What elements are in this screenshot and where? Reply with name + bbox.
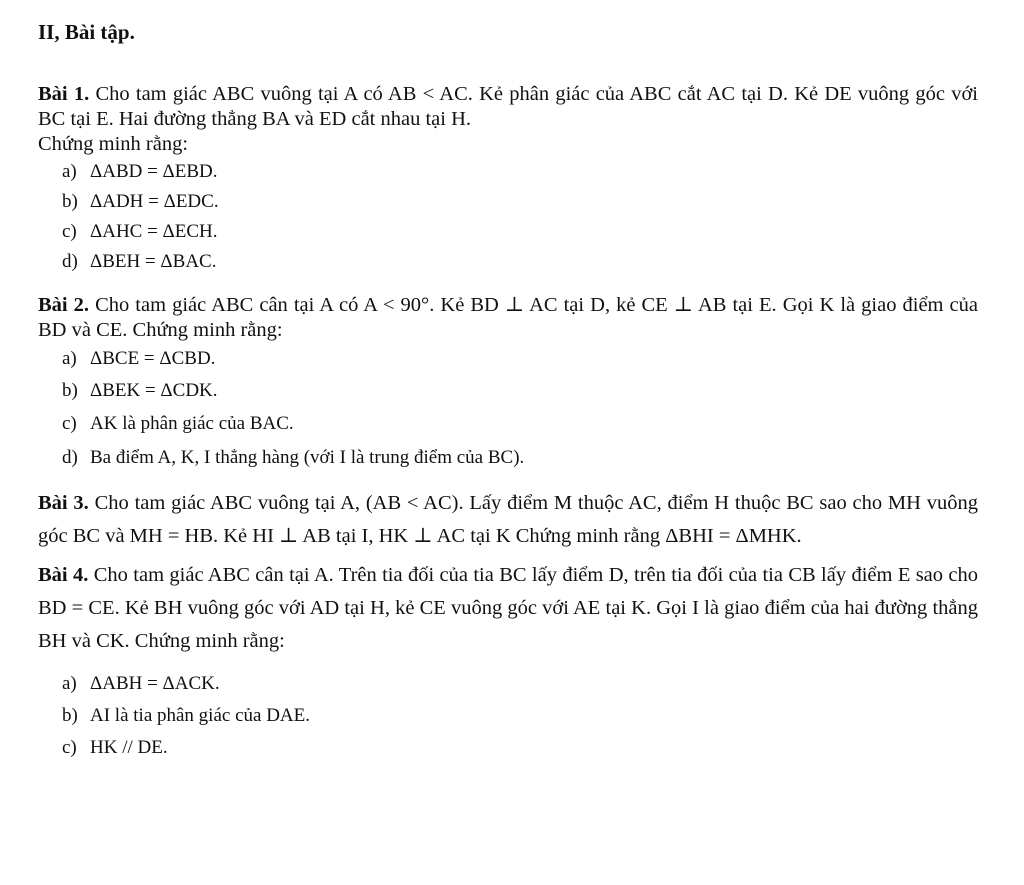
problem-2-items	[38, 343, 978, 475]
problem-2	[38, 293, 978, 475]
problem-4-text: Cho tam giác ABC cân tại A. Trên tia đối của tia BC lấy điểm D, trên tia đối của tia CB lấy điểm E sao cho BD = CE. Kẻ BH vuông góc với AD tại H, kẻ CE vuông góc với AE tại K. Gọi I là giao điểm của hai đường thẳng BH và CK. Chứng minh rằng:	[38, 564, 979, 652]
problem-2-statement	[38, 293, 978, 343]
problem-3-statement	[38, 487, 978, 553]
problem-3-text: Cho tam giác ABC vuông tại A, (AB < AC). Lấy điểm M thuộc AC, điểm H thuộc BC sao cho MH vuông góc BC và MH = HB. Kẻ HI ⊥ AB tại I, HK ⊥ AC tại K Chứng minh rằng ΔBHI = ΔMHK.	[38, 492, 979, 547]
problem-1-items	[38, 157, 978, 277]
worksheet-page	[38, 18, 978, 764]
problem-4-items	[38, 668, 978, 764]
problem-4	[38, 559, 978, 764]
problem-1	[38, 82, 978, 277]
problem-1-lead: Chứng minh rằng:	[38, 133, 189, 155]
problem-4-statement	[38, 559, 978, 658]
problem-2-item-a: a) ΔBCE = ΔCBD.	[62, 348, 216, 369]
problem-4-item-b: b) AI là tia phân giác của DAE.	[62, 705, 310, 726]
section-heading: II, Bài tập.	[38, 20, 135, 44]
problem-2-label: Bài 2.	[38, 294, 90, 316]
problem-4-item-c: c) HK // DE.	[62, 737, 168, 758]
problem-1-item-c: c) ΔAHC = ΔECH.	[62, 221, 218, 242]
problem-3-label: Bài 3.	[38, 492, 89, 514]
problem-4-label: Bài 4.	[38, 564, 89, 586]
problem-2-item-c: c) AK là phân giác của BAC.	[62, 413, 294, 434]
problem-1-item-d: d) ΔBEH = ΔBAC.	[62, 251, 217, 272]
problem-2-item-b: b) ΔBEK = ΔCDK.	[62, 380, 218, 401]
problem-4-item-a: a) ΔABH = ΔACK.	[62, 673, 220, 694]
problem-2-text: Cho tam giác ABC cân tại A có A < 90°. Kẻ BD ⊥ AC tại D, kẻ CE ⊥ AB tại E. Gọi K là giao điểm của BD và CE. Chứng minh rằng:	[38, 294, 978, 341]
problem-2-item-d: d) Ba điểm A, K, I thẳng hàng (với I là trung điểm của BC).	[62, 447, 525, 468]
problem-1-statement	[38, 82, 978, 132]
problem-1-item-b: b) ΔADH = ΔEDC.	[62, 191, 219, 212]
problem-1-text: Cho tam giác ABC vuông tại A có AB < AC. Kẻ phân giác của ABC cắt AC tại D. Kẻ DE vuông góc với BC tại E. Hai đường thẳng BA và ED cắt nhau tại H.	[38, 83, 978, 130]
problem-3	[38, 487, 978, 553]
problem-1-item-a: a) ΔABD = ΔEBD.	[62, 161, 218, 182]
problem-1-label: Bài 1.	[38, 83, 90, 105]
